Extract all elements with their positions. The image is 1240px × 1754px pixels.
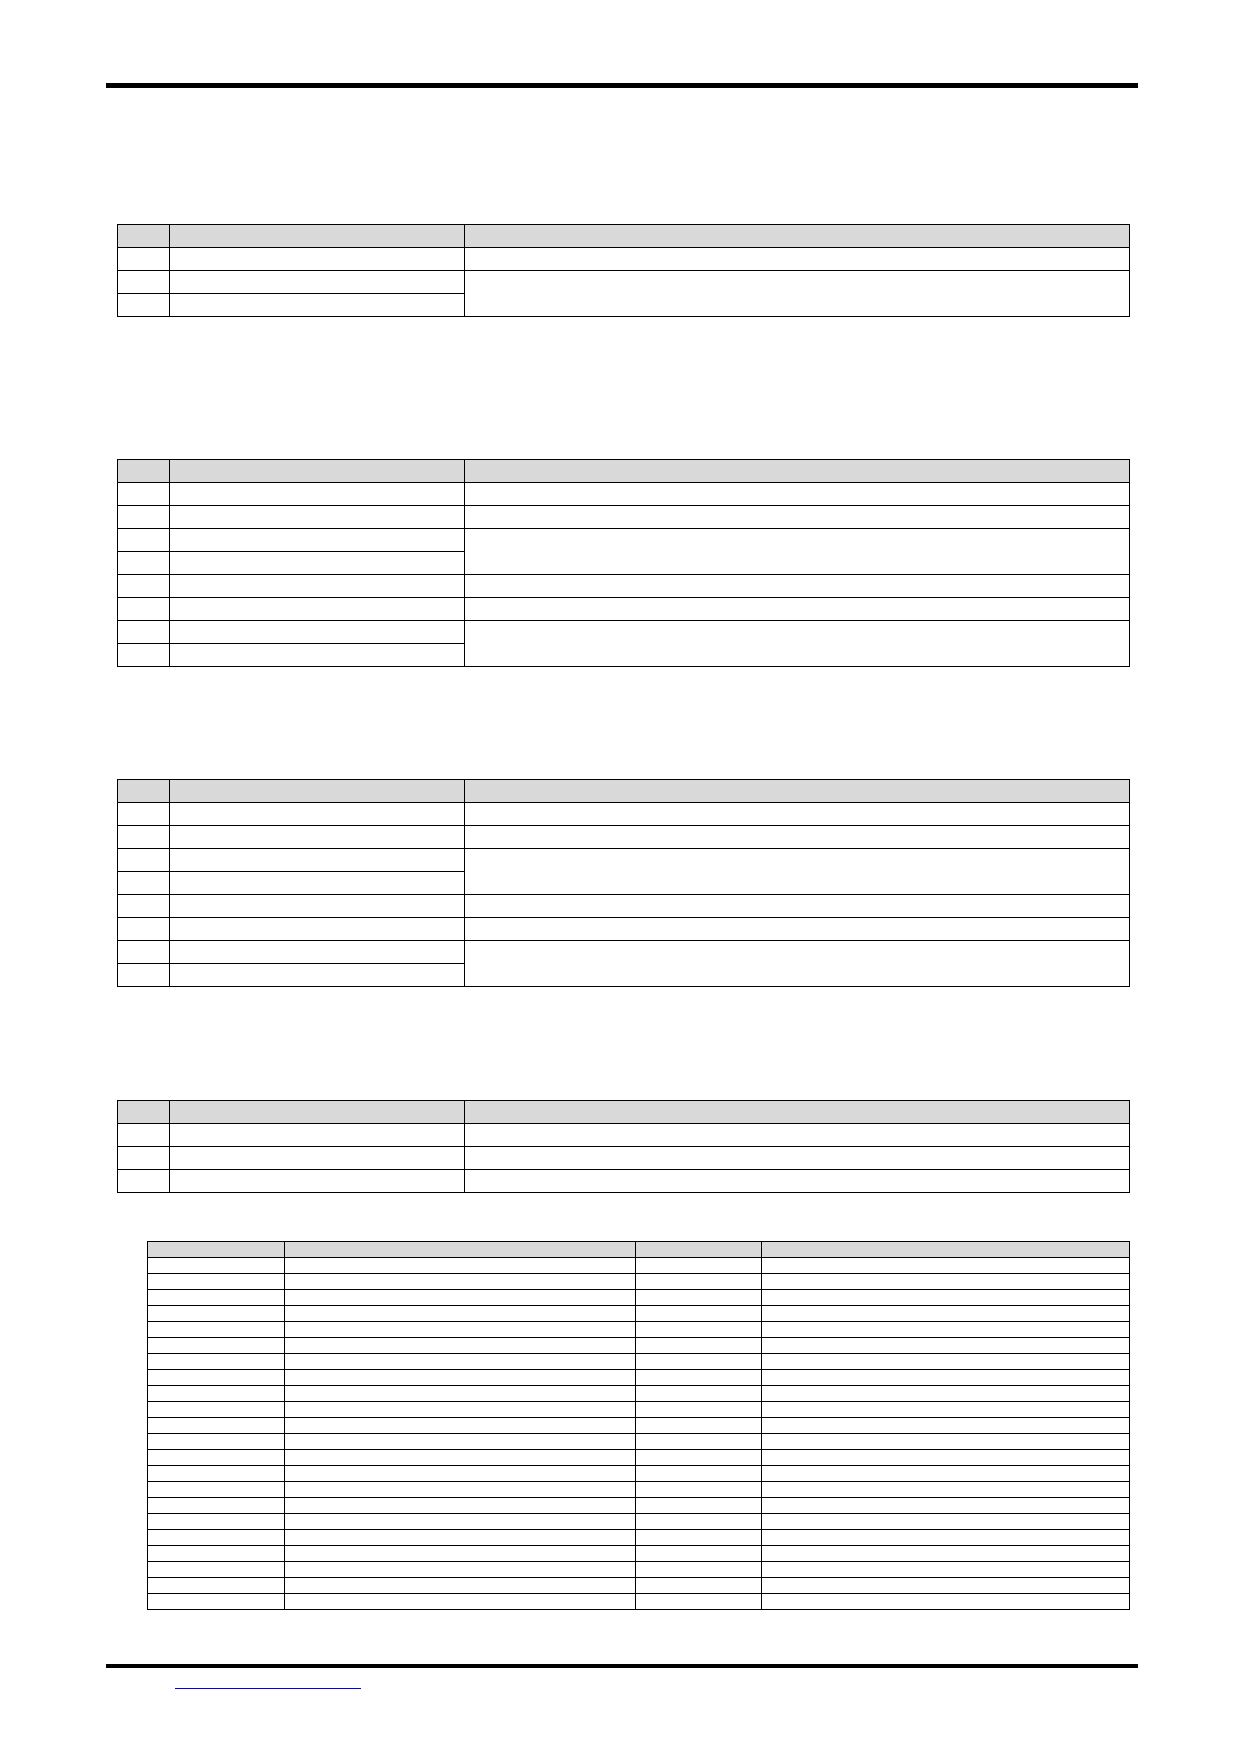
table-header bbox=[118, 225, 1130, 248]
header-cell bbox=[762, 1242, 1130, 1258]
table-cell bbox=[285, 1338, 636, 1354]
table-row bbox=[118, 529, 1130, 552]
table-cell bbox=[118, 941, 170, 964]
table-cell bbox=[285, 1418, 636, 1434]
header-cell bbox=[170, 780, 465, 803]
table-cell bbox=[285, 1434, 636, 1450]
table-cell bbox=[118, 1147, 170, 1170]
table-cell bbox=[762, 1594, 1130, 1610]
table-row bbox=[148, 1466, 1130, 1482]
table-cell bbox=[170, 598, 465, 621]
table-cell bbox=[148, 1594, 285, 1610]
table-cell bbox=[762, 1354, 1130, 1370]
table-cell bbox=[636, 1274, 762, 1290]
table-cell bbox=[285, 1386, 636, 1402]
table-cell bbox=[170, 1124, 465, 1147]
table-cell bbox=[118, 483, 170, 506]
table-cell bbox=[465, 248, 1130, 271]
table-cell bbox=[762, 1274, 1130, 1290]
table-cell bbox=[636, 1370, 762, 1386]
table-cell-merged bbox=[465, 529, 1130, 575]
table-row bbox=[118, 803, 1130, 826]
table-cell bbox=[170, 849, 465, 872]
table-header bbox=[118, 1101, 1130, 1124]
table-cell bbox=[762, 1434, 1130, 1450]
table-row bbox=[118, 918, 1130, 941]
table-cell bbox=[118, 529, 170, 552]
table-row bbox=[148, 1594, 1130, 1610]
header-cell bbox=[465, 1101, 1130, 1124]
table-cell bbox=[170, 895, 465, 918]
table-cell bbox=[762, 1290, 1130, 1306]
table-cell bbox=[465, 895, 1130, 918]
table-cell bbox=[148, 1418, 285, 1434]
table-cell bbox=[636, 1578, 762, 1594]
table-row bbox=[118, 1170, 1130, 1193]
table-cell bbox=[762, 1450, 1130, 1466]
table-cell bbox=[118, 506, 170, 529]
table-cell-merged bbox=[465, 941, 1130, 987]
table-row bbox=[148, 1338, 1130, 1354]
header-cell bbox=[170, 460, 465, 483]
table-cell bbox=[148, 1402, 285, 1418]
table-cell bbox=[762, 1258, 1130, 1274]
table-row bbox=[148, 1482, 1130, 1498]
table-cell bbox=[762, 1338, 1130, 1354]
table-cell bbox=[762, 1306, 1130, 1322]
table-cell bbox=[118, 849, 170, 872]
table-row bbox=[148, 1530, 1130, 1546]
table-cell bbox=[636, 1562, 762, 1578]
header-cell bbox=[170, 1101, 465, 1124]
table-cell bbox=[170, 506, 465, 529]
table-cell bbox=[118, 872, 170, 895]
table-row bbox=[148, 1562, 1130, 1578]
footer-rule bbox=[106, 1664, 1138, 1668]
table-row bbox=[148, 1498, 1130, 1514]
table-row bbox=[118, 895, 1130, 918]
table-header bbox=[118, 780, 1130, 803]
table-cell bbox=[170, 483, 465, 506]
table-cell bbox=[170, 964, 465, 987]
table-row bbox=[118, 1147, 1130, 1170]
table-row bbox=[148, 1354, 1130, 1370]
table-cell bbox=[148, 1434, 285, 1450]
table-cell bbox=[118, 895, 170, 918]
table-row bbox=[148, 1434, 1130, 1450]
header-cell bbox=[118, 1101, 170, 1124]
table-cell bbox=[762, 1370, 1130, 1386]
table-cell bbox=[636, 1290, 762, 1306]
table-cell bbox=[636, 1322, 762, 1338]
table-cell bbox=[148, 1450, 285, 1466]
table-cell bbox=[148, 1274, 285, 1290]
table-cell bbox=[636, 1514, 762, 1530]
table-row bbox=[148, 1370, 1130, 1386]
table-row bbox=[148, 1290, 1130, 1306]
table-cell bbox=[170, 918, 465, 941]
table-cell bbox=[148, 1386, 285, 1402]
table-row bbox=[118, 621, 1130, 644]
table-cell bbox=[118, 1124, 170, 1147]
table-cell bbox=[148, 1482, 285, 1498]
table-cell bbox=[170, 1147, 465, 1170]
table-5 bbox=[147, 1241, 1130, 1610]
header-cell bbox=[118, 225, 170, 248]
table-cell bbox=[285, 1578, 636, 1594]
table-cell bbox=[170, 826, 465, 849]
table-row bbox=[148, 1258, 1130, 1274]
table-cell bbox=[118, 598, 170, 621]
table-cell bbox=[148, 1498, 285, 1514]
table-cell bbox=[762, 1386, 1130, 1402]
table-cell bbox=[148, 1546, 285, 1562]
table-cell bbox=[285, 1530, 636, 1546]
table-row bbox=[148, 1546, 1130, 1562]
table-cell bbox=[148, 1466, 285, 1482]
table-cell bbox=[636, 1418, 762, 1434]
table-cell bbox=[118, 1170, 170, 1193]
table-cell bbox=[148, 1578, 285, 1594]
header-cell bbox=[118, 780, 170, 803]
table-cell bbox=[636, 1530, 762, 1546]
table-cell bbox=[465, 1124, 1130, 1147]
table-row bbox=[118, 575, 1130, 598]
table-cell bbox=[285, 1466, 636, 1482]
table-cell bbox=[636, 1354, 762, 1370]
table-row bbox=[148, 1514, 1130, 1530]
table-cell bbox=[118, 248, 170, 271]
table-2 bbox=[117, 459, 1130, 667]
table-cell bbox=[148, 1290, 285, 1306]
table-cell bbox=[762, 1546, 1130, 1562]
header-cell bbox=[465, 460, 1130, 483]
table-cell bbox=[762, 1562, 1130, 1578]
table-cell bbox=[636, 1258, 762, 1274]
table-row bbox=[118, 849, 1130, 872]
header-cell bbox=[170, 225, 465, 248]
table-cell bbox=[170, 872, 465, 895]
table-cell bbox=[170, 575, 465, 598]
table-cell bbox=[285, 1450, 636, 1466]
table-cell bbox=[762, 1402, 1130, 1418]
table-cell bbox=[762, 1482, 1130, 1498]
table-3 bbox=[117, 779, 1130, 987]
table-cell bbox=[636, 1594, 762, 1610]
table-cell bbox=[465, 483, 1130, 506]
table-cell bbox=[465, 918, 1130, 941]
table-cell bbox=[170, 644, 465, 667]
table-row bbox=[148, 1306, 1130, 1322]
table-row bbox=[118, 1124, 1130, 1147]
table-cell bbox=[762, 1530, 1130, 1546]
table-row bbox=[148, 1386, 1130, 1402]
table-cell bbox=[285, 1322, 636, 1338]
header-cell bbox=[636, 1242, 762, 1258]
table-row bbox=[148, 1450, 1130, 1466]
table-header bbox=[148, 1242, 1130, 1258]
table-cell-merged bbox=[465, 271, 1130, 317]
table-cell bbox=[148, 1370, 285, 1386]
table-cell bbox=[170, 248, 465, 271]
table-row bbox=[148, 1578, 1130, 1594]
table-cell bbox=[118, 552, 170, 575]
table-cell bbox=[148, 1514, 285, 1530]
table-cell bbox=[285, 1562, 636, 1578]
table-row bbox=[118, 941, 1130, 964]
header-cell bbox=[465, 225, 1130, 248]
table-row bbox=[148, 1402, 1130, 1418]
table-cell-merged bbox=[465, 621, 1130, 667]
table-cell bbox=[170, 1170, 465, 1193]
table-cell bbox=[170, 294, 465, 317]
table-cell bbox=[465, 598, 1130, 621]
table-cell bbox=[118, 964, 170, 987]
header-cell bbox=[118, 460, 170, 483]
table-cell bbox=[636, 1338, 762, 1354]
table-cell bbox=[285, 1290, 636, 1306]
table-cell bbox=[636, 1482, 762, 1498]
table-cell bbox=[285, 1546, 636, 1562]
table-cell bbox=[148, 1306, 285, 1322]
table-body bbox=[148, 1258, 1130, 1610]
header-cell bbox=[465, 780, 1130, 803]
table-cell bbox=[285, 1498, 636, 1514]
table-cell bbox=[636, 1546, 762, 1562]
table-row bbox=[118, 598, 1130, 621]
table-cell bbox=[118, 294, 170, 317]
table-cell bbox=[636, 1466, 762, 1482]
table-cell bbox=[465, 826, 1130, 849]
table-cell bbox=[148, 1354, 285, 1370]
table-row bbox=[148, 1418, 1130, 1434]
table-row bbox=[148, 1274, 1130, 1290]
table-cell bbox=[118, 644, 170, 667]
table-cell bbox=[285, 1306, 636, 1322]
table-cell bbox=[465, 506, 1130, 529]
table-cell bbox=[762, 1578, 1130, 1594]
table-cell bbox=[148, 1258, 285, 1274]
table-cell bbox=[636, 1386, 762, 1402]
table-cell bbox=[148, 1322, 285, 1338]
table-cell bbox=[762, 1498, 1130, 1514]
table-cell bbox=[285, 1594, 636, 1610]
table-header bbox=[118, 460, 1130, 483]
table-cell bbox=[170, 621, 465, 644]
table-row bbox=[118, 271, 1130, 294]
table-1 bbox=[117, 224, 1130, 317]
table-cell bbox=[285, 1370, 636, 1386]
table-cell bbox=[762, 1418, 1130, 1434]
table-row bbox=[118, 483, 1130, 506]
table-cell bbox=[170, 271, 465, 294]
table-cell bbox=[762, 1514, 1130, 1530]
table-row bbox=[118, 248, 1130, 271]
table-cell bbox=[148, 1338, 285, 1354]
header-rule bbox=[106, 83, 1138, 88]
table-cell bbox=[148, 1530, 285, 1546]
table-row bbox=[118, 506, 1130, 529]
table-cell bbox=[118, 826, 170, 849]
table-cell bbox=[762, 1466, 1130, 1482]
table-cell bbox=[118, 803, 170, 826]
table-cell bbox=[636, 1498, 762, 1514]
table-cell bbox=[118, 271, 170, 294]
table-row bbox=[118, 826, 1130, 849]
table-cell bbox=[636, 1434, 762, 1450]
header-cell bbox=[285, 1242, 636, 1258]
table-cell bbox=[636, 1450, 762, 1466]
table-cell-merged bbox=[465, 849, 1130, 895]
table-cell bbox=[465, 1170, 1130, 1193]
table-cell bbox=[148, 1562, 285, 1578]
table-cell bbox=[170, 803, 465, 826]
table-cell bbox=[118, 621, 170, 644]
table-row bbox=[148, 1322, 1130, 1338]
table-cell bbox=[465, 1147, 1130, 1170]
table-cell bbox=[118, 575, 170, 598]
table-cell bbox=[465, 575, 1130, 598]
table-4 bbox=[117, 1100, 1130, 1193]
table-cell bbox=[118, 918, 170, 941]
table-cell bbox=[285, 1514, 636, 1530]
table-cell bbox=[762, 1322, 1130, 1338]
table-cell bbox=[285, 1402, 636, 1418]
table-cell bbox=[170, 552, 465, 575]
table-cell bbox=[636, 1306, 762, 1322]
table-cell bbox=[285, 1482, 636, 1498]
table-cell bbox=[170, 529, 465, 552]
footer-link[interactable] bbox=[175, 1686, 361, 1689]
table-cell bbox=[465, 803, 1130, 826]
table-cell bbox=[170, 941, 465, 964]
table-cell bbox=[636, 1402, 762, 1418]
header-cell bbox=[148, 1242, 285, 1258]
table-cell bbox=[285, 1274, 636, 1290]
table-cell bbox=[285, 1354, 636, 1370]
table-cell bbox=[285, 1258, 636, 1274]
